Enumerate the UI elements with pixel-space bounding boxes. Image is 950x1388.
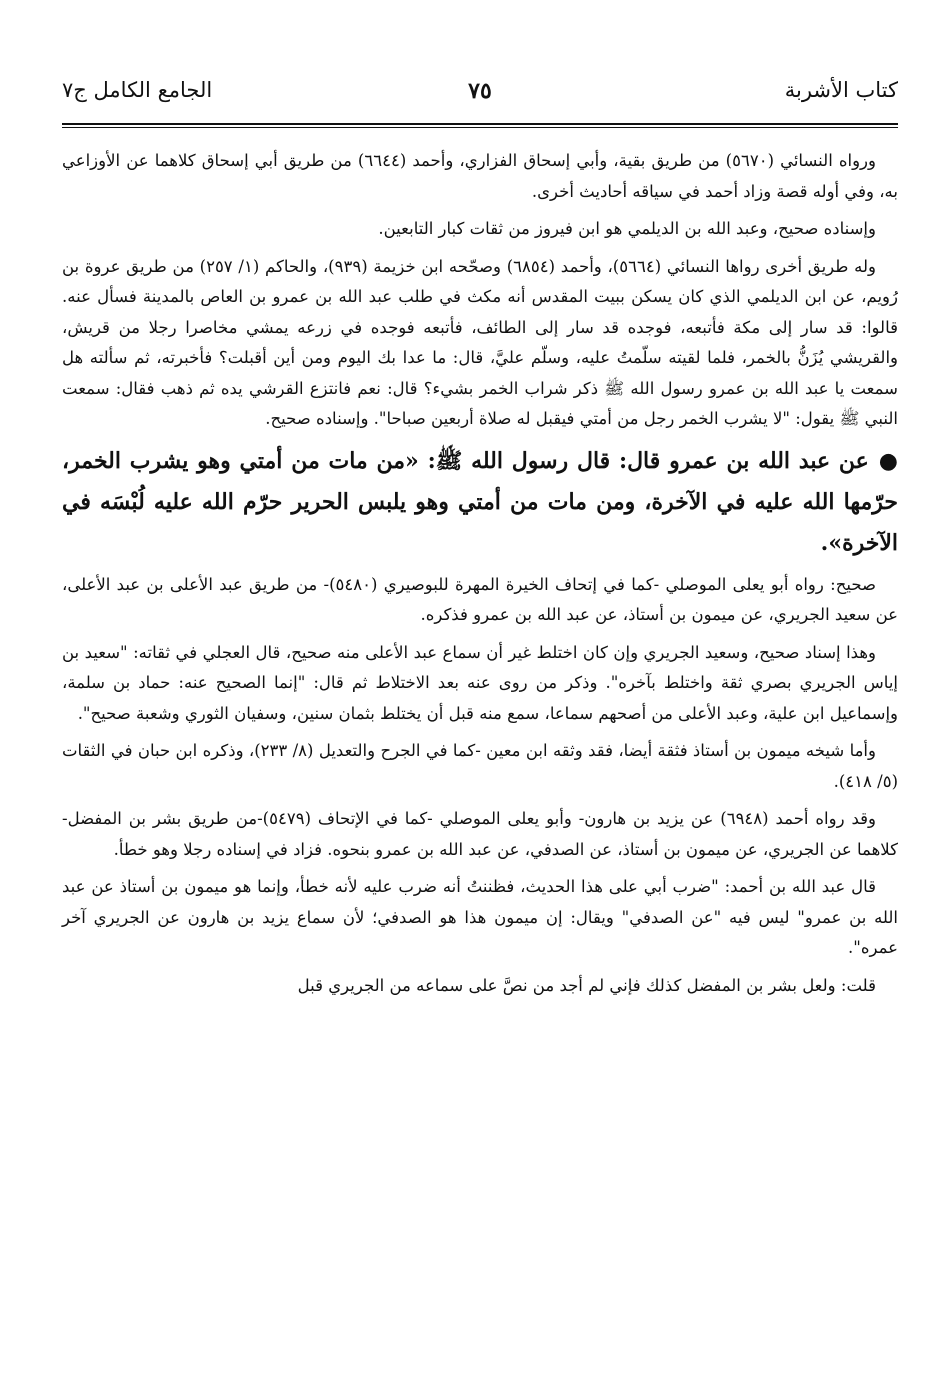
page-header xyxy=(62,78,898,114)
paragraph-4: صحيح: رواه أبو يعلى الموصلي -كما في إتحاف الخيرة المهرة للبوصيري (٥٤٨٠)- من طريق عبد الأعلى بن عبد الأعلى، عن سعيد الجريري، عن ميمون بن أستاذ، عن عبد الله بن عمرو فذكره. xyxy=(62,574,898,624)
header-rule-thin xyxy=(62,127,898,128)
paragraph-5: وهذا إسناد صحيح، وسعيد الجريري وإن كان اختلط غير أن سماع عبد الأعلى منه صحيح، قال العجلي في ثقاته: "سعيد بن إياس الجريري بصري ثقة واختلط بآخره". وذكر من روى عنه بعد الاختلاط ثم قال: "إنما الصحيح عنه: حماد بن سلمة، وإسماعيل ابن علية، وعبد الأعلى من أصحهم سماعا، سمع منه قبل أن يختلط بثمان سنين، وسفيان الثوري وشعبة صحيح". xyxy=(62,642,898,723)
volume-title: الجامع الكامل ج٧ xyxy=(62,78,213,102)
paragraph-7: وقد رواه أحمد (٦٩٤٨) عن يزيد بن هارون- وأبو يعلى الموصلي -كما في الإتحاف (٥٤٧٩)-من طريق بشر بن المفضل- كلاهما عن الجريري، عن ميمون بن أستاذ، عن الصدفي، عن عبد الله بن عمرو بنحوه. فزاد في إسناده رجلا وهو خطأ. xyxy=(62,809,898,859)
paragraph-3: وله طريق أخرى رواها النسائي (٥٦٦٤)، وأحمد (٦٨٥٤) وصحّحه ابن خزيمة (٩٣٩)، والحاكم (١/ ٢٥٧) من طريق عروة بن رُويم، عن ابن الديلمي الذي كان يسكن ببيت المقدس أنه مكث في طلب عبد الله بن عمرو بن العاص بالمدينة فسأل عنه. قالوا: قد سار إلى مكة فأتبعه، فوجده قد سار إلى الطائف، فأتبعه فوجده في زرعه يمشي مخاصرا رجلا من قريش، والقريشي يُزَنُّ بالخمر، فلما لقيته سلّمتُ عليه، وسلّم عليَّ، قال: ما عدا بك اليوم ومن أين أقبلت؟ فأخبرته، ثم سألته هل سمعت يا عبد الله بن عمرو رسول الله ﷺ ذكر شراب الخمر بشيء؟ قال: نعم فانتزع القرشي يده ثم ذهب فقال: سمعت النبي ﷺ يقول: "لا يشرب الخمر رجل من أمتي فيقبل له صلاة أربعين صباحا". وإسناده صحيح. xyxy=(62,256,898,428)
paragraph-1: ورواه النسائي (٥٦٧٠) من طريق بقية، وأبي إسحاق الفزاري، وأحمد (٦٦٤٤) من طريق أبي إسحاق كلاهما عن الأوزاعي به، وفي أوله قصة وزاد أحمد في سياقه أحاديث أخرى. xyxy=(62,151,898,201)
paragraph-6: وأما شيخه ميمون بن أستاذ فثقة أيضا، فقد وثقه ابن معين -كما في الجرح والتعديل (٨/ ٢٣٣)، وذكره ابن حبان في الثقات (٥/ ٤١٨). xyxy=(62,741,898,791)
header-rule xyxy=(62,123,898,125)
bullet-icon: ● xyxy=(878,447,898,474)
paragraph-8: قال عبد الله بن أحمد: "ضرب أبي على هذا الحديث، فظننتُ أنه ضرب عليه لأنه خطأ، وإنما هو ميمون بن أستاذ عن عبد الله بن عمرو" ليس فيه "عن الصدفي" ويقال: إن ميمون هذا هو الصدفي؛ لأن سماع يزيد بن هارون عن الجريري آخر عمره". xyxy=(62,877,898,957)
book-title: كتاب الأشربة xyxy=(784,78,898,102)
page-body xyxy=(62,146,898,1001)
page-number: ٧٥ xyxy=(468,78,492,104)
hadith-body: عن عبد الله بن عمرو قال: قال رسول الله ﷺ: «من مات من أمتي وهو يشرب الخمر، حرّمها الله عليه في الآخرة، ومن مات من أمتي وهو يلبس الحرير حرّم الله عليه لُبْسَه في الآخرة». xyxy=(62,447,898,556)
hadith-text xyxy=(62,441,898,564)
document-page xyxy=(62,0,898,1388)
paragraph-2: وإسناده صحيح، وعبد الله بن الديلمي هو ابن فيروز من ثقات كبار التابعين. xyxy=(378,219,876,238)
paragraph-9: قلت: ولعل بشر بن المفضل كذلك فإني لم أجد من نصَّ على سماعه من الجريري قبل xyxy=(297,975,876,995)
